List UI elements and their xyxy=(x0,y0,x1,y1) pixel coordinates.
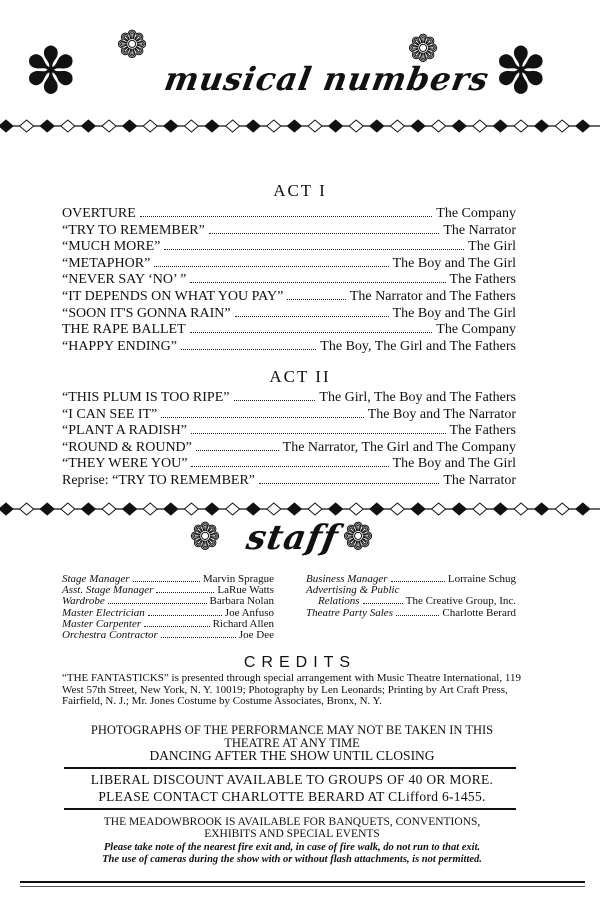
staff-entry xyxy=(62,596,274,607)
diamond-ornament xyxy=(40,503,54,515)
outline-flower-icon-right: ❁ xyxy=(408,29,439,70)
song-title: Reprise: “TRY TO REMEMBER” xyxy=(62,472,256,488)
song-title: “ROUND & ROUND” xyxy=(62,439,192,455)
song-title: “METAPHOR” xyxy=(62,255,151,271)
diamond-ornament xyxy=(164,120,178,132)
diamond-ornament xyxy=(308,503,322,515)
diamond-ornament xyxy=(555,120,569,132)
diamond-ornament xyxy=(411,120,425,132)
staff-name: Charlotte Berard xyxy=(442,606,516,619)
diamond-border-top xyxy=(0,116,600,136)
diamond-ornament xyxy=(493,120,507,132)
diamond-ornament xyxy=(349,120,363,132)
staff-role: Master Carpenter xyxy=(62,617,142,630)
musical-number-row xyxy=(62,456,516,473)
camera-note: The use of cameras during the show with or without flash attachments, is not permitted. xyxy=(102,854,482,865)
musical-number-row xyxy=(62,473,516,490)
diamond-ornament xyxy=(535,503,549,515)
staff-name: Marvin Sprague xyxy=(202,573,274,585)
dot-leader xyxy=(190,331,433,333)
diamond-ornament xyxy=(329,120,343,132)
diamond-ornament xyxy=(514,503,528,515)
diamond-ornament xyxy=(287,503,301,515)
diamond-ornament xyxy=(205,120,219,132)
dot-leader xyxy=(235,315,389,317)
diamond-ornament xyxy=(432,120,446,132)
song-title: “THEY WERE YOU” xyxy=(62,456,188,472)
dot-leader xyxy=(234,399,316,401)
performer: The Fathers xyxy=(449,423,516,439)
diamond-ornament xyxy=(20,120,34,132)
diamond-ornament xyxy=(226,503,240,515)
dot-leader xyxy=(259,482,439,484)
diamond-ornament xyxy=(576,120,590,132)
diamond-ornament xyxy=(473,120,487,132)
dot-leader xyxy=(154,265,388,267)
performer: The Fathers xyxy=(449,272,516,288)
dancing-notice: DANCING AFTER THE SHOW UNTIL CLOSING xyxy=(149,748,435,763)
diamond-ornament xyxy=(246,503,260,515)
act-two-list xyxy=(62,390,516,490)
song-title: OVERTURE xyxy=(62,206,136,221)
staff-role: Theatre Party Sales xyxy=(306,606,393,619)
diamond-ornament xyxy=(432,503,446,515)
diamond-ornament xyxy=(370,120,384,132)
diamond-ornament xyxy=(576,503,590,515)
outline-flower-icon-staff-left: ❁ xyxy=(190,517,221,558)
musical-number-row xyxy=(62,272,516,289)
act-two-title: ACT II xyxy=(269,367,331,386)
diamond-ornament xyxy=(0,120,13,132)
diamond-ornament xyxy=(184,120,198,132)
diamond-ornament xyxy=(411,503,425,515)
diamond-ornament xyxy=(81,503,95,515)
musical-number-row xyxy=(62,440,516,457)
dot-leader xyxy=(191,465,388,467)
musical-number-row xyxy=(62,206,516,223)
musical-number-row xyxy=(62,407,516,424)
performer: The Boy, The Girl and The Fathers xyxy=(320,338,516,354)
dot-leader xyxy=(191,432,446,434)
musical-number-row xyxy=(62,390,516,407)
diamond-ornament xyxy=(493,503,507,515)
diamond-ornament xyxy=(123,503,137,515)
performer: The Company xyxy=(436,206,516,221)
song-title: “IT DEPENDS ON WHAT YOU PAY” xyxy=(62,288,284,304)
act-one-title: ACT I xyxy=(273,181,327,200)
song-title: “NEVER SAY ‘NO’ ” xyxy=(62,272,187,288)
diamond-ornament xyxy=(473,503,487,515)
fire-exit-note: Please take note of the nearest fire exit and, in case of fire walk, do not run to that exit. xyxy=(103,842,481,853)
diamond-ornament xyxy=(452,120,466,132)
dot-leader xyxy=(164,248,464,250)
diamond-ornament xyxy=(329,503,343,515)
staff-role: Wardrobe xyxy=(62,595,105,608)
diamond-ornament xyxy=(555,503,569,515)
diamond-ornament xyxy=(390,120,404,132)
diamond-ornament xyxy=(287,120,301,132)
performer: The Boy and The Girl xyxy=(392,305,516,321)
staff-left-column xyxy=(62,574,274,641)
performer: The Narrator xyxy=(443,472,516,488)
diamond-ornament xyxy=(184,503,198,515)
diamond-ornament xyxy=(61,120,75,132)
dot-leader xyxy=(140,215,432,217)
diamond-border-bottom xyxy=(0,499,600,519)
diamond-ornament xyxy=(102,120,116,132)
staff-entry xyxy=(306,596,516,607)
performer: The Girl, The Boy and The Fathers xyxy=(319,390,516,405)
staff-entry xyxy=(62,630,274,641)
diamond-ornament xyxy=(246,120,260,132)
dot-leader xyxy=(190,281,445,283)
diamond-ornament xyxy=(40,120,54,132)
performer: The Narrator, The Girl and The Company xyxy=(282,439,516,455)
staff-role: Advertising & Public xyxy=(306,584,400,597)
group-discount-line: LIBERAL DISCOUNT AVAILABLE TO GROUPS OF 40 OR MORE. xyxy=(90,772,494,787)
dot-leader xyxy=(181,348,316,350)
diamond-ornament xyxy=(267,120,281,132)
bottom-rule xyxy=(20,881,585,883)
performer: The Narrator xyxy=(443,222,516,238)
photo-notice-line-1: PHOTOGRAPHS OF THE PERFORMANCE MAY NOT BE TAKEN IN THIS xyxy=(90,723,494,737)
staff-name: LaRue Watts xyxy=(217,584,274,597)
meadowbrook-notice-line-2: EXHIBITS AND SPECIAL EVENTS xyxy=(204,828,380,840)
performer: The Boy and The Girl xyxy=(392,456,516,472)
diamond-ornament xyxy=(20,503,34,515)
performer: The Company xyxy=(436,322,516,338)
musical-number-row xyxy=(62,223,516,240)
diamond-ornament xyxy=(349,503,363,515)
black-flower-icon-left: ✽ xyxy=(24,35,78,109)
diamond-ornament xyxy=(143,503,157,515)
staff-name: Lorraine Schug xyxy=(447,573,516,585)
musical-number-row xyxy=(62,423,516,440)
musical-number-row xyxy=(62,239,516,256)
divider-rule xyxy=(64,808,516,810)
dot-leader xyxy=(209,232,439,234)
dot-leader xyxy=(287,298,346,300)
song-title: “SOON IT'S GONNA RAIN” xyxy=(62,305,231,321)
bottom-rule-thin xyxy=(20,886,585,887)
staff-role: Asst. Stage Manager xyxy=(62,584,154,597)
staff-role: Business Manager xyxy=(306,573,388,585)
staff-name: Barbara Nolan xyxy=(209,595,274,608)
diamond-ornament xyxy=(267,503,281,515)
staff-name: The Creative Group, Inc. xyxy=(405,595,516,608)
performer: The Boy and The Narrator xyxy=(367,406,516,422)
diamond-ornament xyxy=(81,120,95,132)
performer: The Narrator and The Fathers xyxy=(349,288,516,304)
diamond-ornament xyxy=(164,503,178,515)
diamond-ornament xyxy=(452,503,466,515)
staff-entry xyxy=(306,608,516,619)
diamond-ornament xyxy=(205,503,219,515)
diamond-ornament xyxy=(102,503,116,515)
staff-role: Orchestra Contractor xyxy=(62,629,158,642)
staff-role: Relations xyxy=(318,595,360,608)
staff-right-column xyxy=(306,574,516,619)
diamond-ornament xyxy=(0,503,13,515)
outline-flower-icon-left: ❁ xyxy=(117,25,148,66)
musical-number-row xyxy=(62,256,516,273)
diamond-ornament xyxy=(61,503,75,515)
song-title: “I CAN SEE IT” xyxy=(62,406,158,422)
song-title: “HAPPY ENDING” xyxy=(62,338,177,354)
diamond-ornament xyxy=(143,120,157,132)
staff-name: Joe Dee xyxy=(238,629,274,642)
photo-notice-line-2: THEATRE AT ANY TIME xyxy=(224,736,360,750)
meadowbrook-notice-line-1: THE MEADOWBROOK IS AVAILABLE FOR BANQUETS, CONVENTIONS, xyxy=(103,816,481,828)
diamond-ornament xyxy=(390,503,404,515)
credits-text: “THE FANTASTICKS” is presented through special arrangement with Music Theatre International, 119 West 57th Street, New York, N. Y. 10019; Photography by Len Leonards; Printing by Art Craft Press, Fairfield, N. J.; Mr. Jones Costume by Costume Associates, Bronx, N. Y. xyxy=(62,672,521,707)
diamond-ornament xyxy=(226,120,240,132)
diamond-ornament xyxy=(370,503,384,515)
dot-leader xyxy=(196,449,279,451)
musical-number-row xyxy=(62,322,516,339)
black-flower-icon-right: ✽ xyxy=(494,35,548,109)
song-title: “MUCH MORE” xyxy=(62,239,161,255)
diamond-ornament xyxy=(514,120,528,132)
dot-leader xyxy=(161,416,363,418)
credits-title: CREDITS xyxy=(243,654,357,671)
divider-rule xyxy=(64,767,516,769)
musical-numbers-heading: musical numbers xyxy=(161,60,493,98)
act-one-list xyxy=(62,206,516,355)
song-title: “PLANT A RADISH” xyxy=(62,423,187,439)
staff-name: Richard Allen xyxy=(212,617,274,630)
diamond-ornament xyxy=(308,120,322,132)
musical-number-row xyxy=(62,306,516,323)
staff-name: Joe Anfuso xyxy=(224,606,274,619)
musical-number-row xyxy=(62,339,516,356)
staff-heading: staff xyxy=(243,518,342,558)
contact-line: PLEASE CONTACT CHARLOTTE BERARD AT CLifford 6-1455. xyxy=(98,789,486,804)
diamond-ornament xyxy=(535,120,549,132)
song-title: “THIS PLUM IS TOO RIPE” xyxy=(62,390,230,405)
musical-number-row xyxy=(62,289,516,306)
performer: The Boy and The Girl xyxy=(392,255,516,271)
staff-role: Master Electrician xyxy=(62,606,145,619)
song-title: “TRY TO REMEMBER” xyxy=(62,222,205,238)
staff-role: Stage Manager xyxy=(62,573,130,585)
outline-flower-icon-staff-right: ❁ xyxy=(343,517,374,558)
song-title: THE RAPE BALLET xyxy=(62,322,186,338)
performer: The Girl xyxy=(468,239,516,255)
diamond-ornament xyxy=(123,120,137,132)
